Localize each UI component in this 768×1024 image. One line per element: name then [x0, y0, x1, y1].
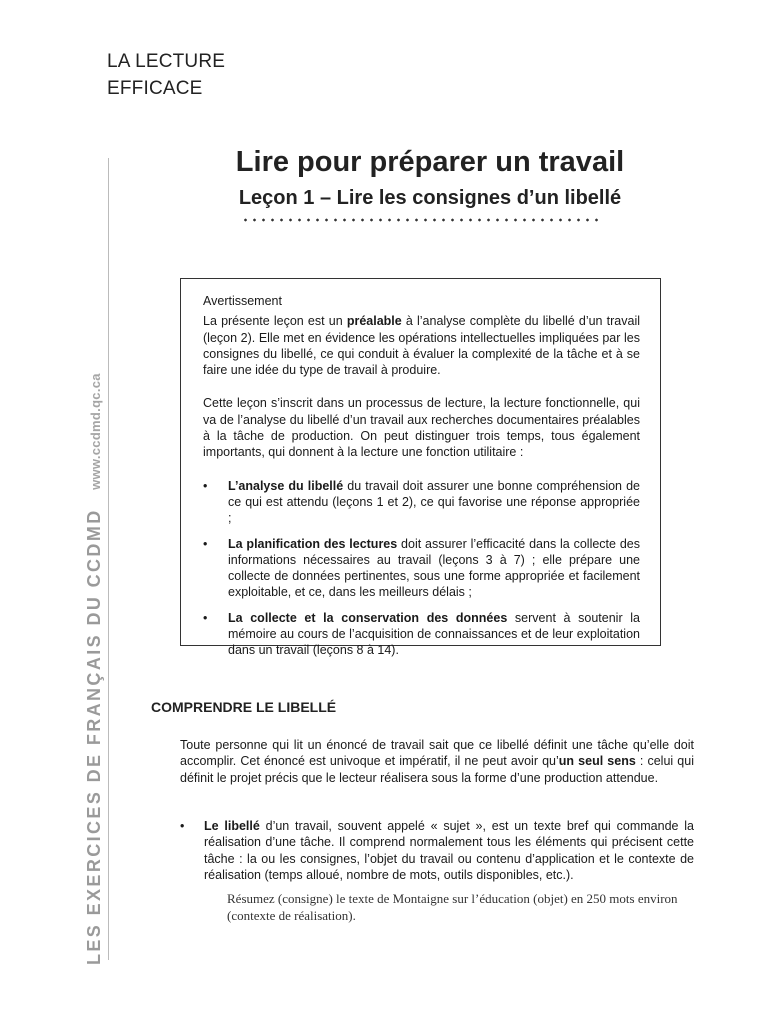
- dotted-divider: [241, 218, 603, 222]
- lesson-subtitle: Leçon 1 – Lire les consignes d’un libellé: [238, 187, 622, 209]
- example-sentence: Résumez (consigne) le texte de Montaigne sur l’éducation (objet) en 250 mots environ (contexte de réalisation).: [227, 891, 678, 923]
- collection-title-line2: EFFICACE: [107, 78, 203, 99]
- notice-box: [180, 278, 661, 658]
- bold-term: Le libellé: [204, 819, 260, 833]
- list-item: [180, 818, 694, 883]
- text-run: d’un travail, souvent appelé « sujet », est un texte bref qui commande la réalisation d’une tâche. Il comprend normalement tous les éléments qui précisent cette tâche : la ou les consignes, l’objet du travail ou contenu d’application et le contexte de réalisation (temps alloué, nombre de mots, outils disponibles, etc.).: [204, 819, 694, 882]
- bold-term: L’analyse du libellé: [228, 478, 344, 493]
- notice-paragraph-1: [203, 313, 640, 378]
- bold-term: préalable: [346, 314, 402, 329]
- body-paragraph: [180, 737, 694, 786]
- notice-heading: Avertissement: [203, 294, 282, 308]
- sidebar-divider: [108, 158, 109, 960]
- text-run: à l’analyse complète du libellé d’un travail (leçon 2). Elle met en évidence les opérations intellectuelles impliquées par les consignes du libellé, ce qui conduit à évaluer la complexité de la tâche et à se faire une idée du type de travail à produire.: [203, 314, 641, 378]
- text-run: Toute personne qui lit un énoncé de travail sait que ce libellé définit une tâche qu’elle doit accomplir. Cet énoncé est univoque et impératif, il ne peut avoir qu’: [180, 738, 694, 769]
- list-item-text: [180, 818, 694, 883]
- bullet-icon: •: [203, 478, 208, 493]
- bullet-icon: •: [203, 610, 208, 625]
- bullet-icon: •: [180, 819, 185, 833]
- bold-term: La collecte et la conservation des données: [228, 610, 508, 625]
- section-heading: COMPRENDRE LE LIBELLÉ: [151, 699, 337, 715]
- list-item: [203, 536, 640, 601]
- collection-title-line1: LA LECTURE: [107, 51, 226, 72]
- list-item-text: du travail doit assurer une bonne compréhension de ce qui est attendu (leçons 1 et 2), ce qui favorise une réponse appropriée ;: [228, 478, 641, 526]
- bold-term: La planification des lectures: [228, 536, 398, 551]
- website-url: www.ccdmd.qc.ca: [88, 373, 103, 490]
- text-run: La présente leçon est un: [203, 314, 347, 329]
- list-item: [203, 478, 640, 527]
- list-item: [203, 610, 640, 659]
- bullet-icon: •: [203, 536, 208, 551]
- page-title: Lire pour préparer un travail: [235, 146, 625, 178]
- collection-title: [107, 48, 225, 102]
- collection-name: LES EXERCICES DE FRANÇAIS DU CCDMD: [84, 508, 104, 965]
- list-item-text: doit assurer l’efficacité dans la collecte des informations nécessaires au travail (leçons 3 à 7) ; elle prépare une collecte de données pertinentes, sous une forme appropriée et facilement exploitable, et ce, dans les meilleurs délais ;: [228, 536, 640, 600]
- text-run: : celui qui définit le projet précis que le lecteur réalisera sous la forme d’une production attendue.: [180, 754, 694, 785]
- bold-term: un seul sens: [558, 754, 636, 769]
- notice-list: [203, 478, 640, 659]
- sidebar-vertical-text: [84, 373, 105, 965]
- notice-paragraph-2: Cette leçon s’inscrit dans un processus de lecture, la lecture fonctionnelle, qui va de l’analyse du libellé d’un travail aux recherches documentaires préalables à la tâche de production. On peut distinguer trois temps, tous également importants, qui donnent à la lecture une fonction utilitaire :: [203, 396, 640, 460]
- list-item-text: servent à soutenir la mémoire au cours de l’acquisition de connaissances et de leur exploitation dans un travail (leçons 8 à 14).: [228, 610, 640, 658]
